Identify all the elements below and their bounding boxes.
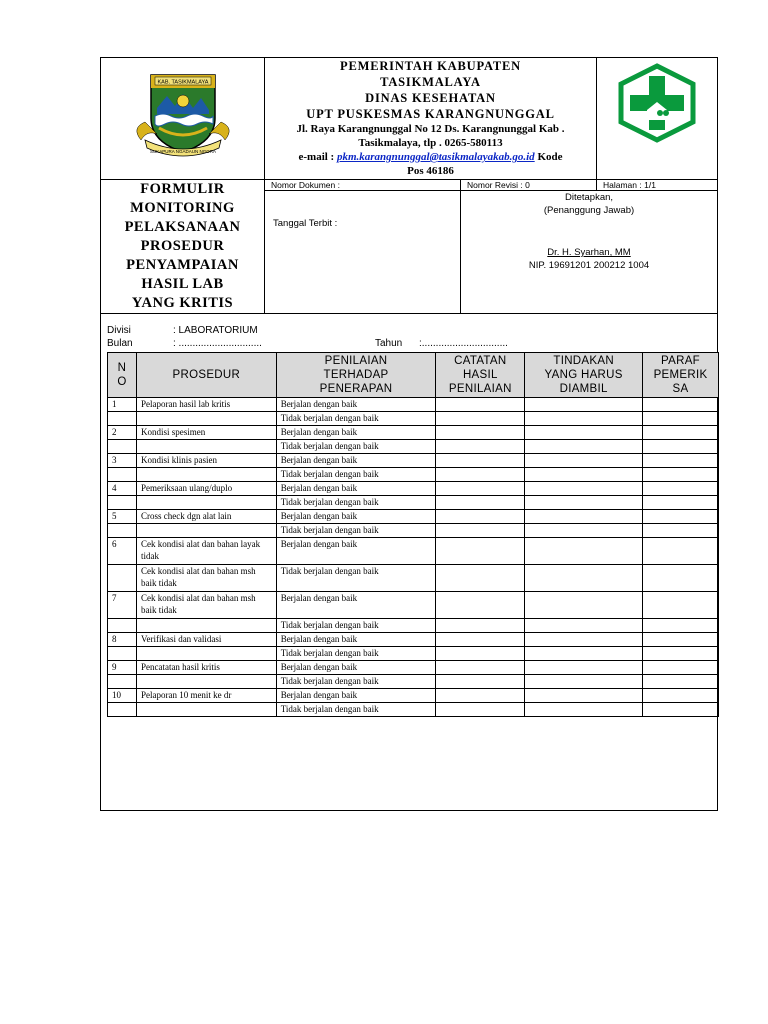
row-penilaian: Tidak berjalan dengan baik	[276, 565, 436, 592]
table-body	[108, 398, 719, 717]
row-catatan[interactable]	[436, 454, 525, 468]
row-tindakan[interactable]	[525, 661, 643, 675]
row-paraf[interactable]	[643, 426, 719, 440]
row-number: 4	[108, 482, 137, 496]
signer-name: Dr. H. Syarhan, MM	[547, 247, 631, 258]
row-paraf[interactable]	[643, 661, 719, 675]
title-line-4: PROSEDUR	[140, 238, 225, 254]
row-number	[108, 496, 137, 510]
email-line	[265, 150, 596, 164]
postal-label: Kode	[537, 151, 563, 163]
row-catatan[interactable]	[436, 647, 525, 661]
row-prosedur: Pelaporan hasil lab kritis	[136, 398, 276, 412]
row-penilaian: Tidak berjalan dengan baik	[276, 703, 436, 717]
table-row	[108, 454, 719, 468]
row-prosedur: Kondisi spesimen	[136, 426, 276, 440]
row-catatan[interactable]	[436, 412, 525, 426]
title-line-2: MONITORING	[130, 200, 235, 216]
row-paraf[interactable]	[643, 592, 719, 619]
row-penilaian: Tidak berjalan dengan baik	[276, 440, 436, 454]
row-penilaian: Tidak berjalan dengan baik	[276, 524, 436, 538]
row-tindakan[interactable]	[525, 440, 643, 454]
row-paraf[interactable]	[643, 496, 719, 510]
page-number: Halaman : 1/1	[597, 180, 717, 191]
row-paraf[interactable]	[643, 412, 719, 426]
row-tindakan[interactable]	[525, 510, 643, 524]
col-header-penilaian: PENILAIAN TERHADAP PENERAPAN	[276, 353, 436, 398]
row-catatan[interactable]	[436, 619, 525, 633]
row-prosedur: Pencatatan hasil kritis	[136, 661, 276, 675]
row-paraf[interactable]	[643, 440, 719, 454]
row-penilaian: Tidak berjalan dengan baik	[276, 468, 436, 482]
row-tindakan[interactable]	[525, 592, 643, 619]
row-number: 6	[108, 538, 137, 565]
row-paraf[interactable]	[643, 619, 719, 633]
table-row	[108, 510, 719, 524]
row-paraf[interactable]	[643, 468, 719, 482]
row-catatan[interactable]	[436, 565, 525, 592]
row-penilaian: Berjalan dengan baik	[276, 398, 436, 412]
row-tindakan[interactable]	[525, 482, 643, 496]
row-penilaian: Tidak berjalan dengan baik	[276, 675, 436, 689]
signer-nip: NIP. 19691201 200212 1004	[528, 260, 650, 271]
row-prosedur	[136, 440, 276, 454]
row-catatan[interactable]	[436, 524, 525, 538]
row-paraf[interactable]	[643, 565, 719, 592]
document-number: Nomor Dokumen :	[265, 180, 461, 191]
table-row	[108, 524, 719, 538]
row-penilaian: Tidak berjalan dengan baik	[276, 412, 436, 426]
row-penilaian: Berjalan dengan baik	[276, 482, 436, 496]
row-prosedur	[136, 675, 276, 689]
issue-date: Tanggal Terbit :	[265, 191, 461, 313]
row-tindakan[interactable]	[525, 496, 643, 510]
row-tindakan[interactable]	[525, 412, 643, 426]
table-row	[108, 468, 719, 482]
row-paraf[interactable]	[643, 398, 719, 412]
row-prosedur: Cek kondisi alat dan bahan msh baik tidak	[136, 592, 276, 619]
logo-top-text: KAB. TASIKMALAYA	[157, 79, 209, 86]
tahun-value: :...............................	[419, 338, 508, 349]
bulan-label: Bulan	[107, 338, 133, 349]
row-penilaian: Tidak berjalan dengan baik	[276, 647, 436, 661]
tahun-label: Tahun	[375, 338, 403, 349]
title-line-3: PELAKSANAAN	[124, 219, 241, 235]
row-paraf[interactable]	[643, 703, 719, 717]
col-header-paraf: PARAF PEMERIK SA	[643, 353, 719, 398]
row-prosedur	[136, 412, 276, 426]
title-line-6: HASIL LAB	[141, 276, 224, 292]
table-row	[108, 675, 719, 689]
org-line-2: TASIKMALAYA	[380, 75, 481, 89]
row-number: 1	[108, 398, 137, 412]
table-row	[108, 412, 719, 426]
col-header-tindakan: TINDAKAN YANG HARUS DIAMBIL	[525, 353, 643, 398]
row-tindakan[interactable]	[525, 468, 643, 482]
org-line-4: UPT PUSKESMAS KARANGNUNGGAL	[306, 107, 555, 121]
row-number: 5	[108, 510, 137, 524]
row-penilaian: Berjalan dengan baik	[276, 454, 436, 468]
row-penilaian: Berjalan dengan baik	[276, 538, 436, 565]
row-number: 8	[108, 633, 137, 647]
logo-ribbon-text: SUKAPURA NGADAUN NGORA	[149, 149, 217, 154]
organization-block	[265, 58, 597, 180]
row-penilaian: Tidak berjalan dengan baik	[276, 496, 436, 510]
col-header-prosedur: PROSEDUR	[136, 353, 276, 398]
row-tindakan[interactable]	[525, 633, 643, 647]
org-line-3: DINAS KESEHATAN	[365, 91, 496, 105]
email-link[interactable]: pkm.karangnunggal@tasikmalayakab.go.id	[336, 151, 535, 163]
row-tindakan[interactable]	[525, 647, 643, 661]
row-paraf[interactable]	[643, 524, 719, 538]
row-prosedur: Verifikasi dan validasi	[136, 633, 276, 647]
row-catatan[interactable]	[436, 675, 525, 689]
row-penilaian: Berjalan dengan baik	[276, 633, 436, 647]
row-catatan[interactable]	[436, 661, 525, 675]
table-row	[108, 592, 719, 619]
row-prosedur	[136, 524, 276, 538]
row-prosedur: Cross check dgn alat lain	[136, 510, 276, 524]
approval-label: Ditetapkan,	[564, 192, 614, 203]
row-prosedur: Cek kondisi alat dan bahan layak tidak	[136, 538, 276, 565]
regency-emblem-icon	[101, 58, 265, 180]
row-number	[108, 619, 137, 633]
table-row	[108, 565, 719, 592]
row-catatan[interactable]	[436, 703, 525, 717]
row-paraf[interactable]	[643, 675, 719, 689]
form-title	[101, 180, 265, 313]
row-number: 10	[108, 689, 137, 703]
row-catatan[interactable]	[436, 510, 525, 524]
form-header	[101, 58, 717, 313]
puskesmas-logo	[597, 58, 717, 180]
row-number	[108, 675, 137, 689]
row-prosedur	[136, 647, 276, 661]
title-line-7: YANG KRITIS	[131, 295, 234, 311]
title-line-1: FORMULIR	[140, 181, 225, 197]
row-tindakan[interactable]	[525, 426, 643, 440]
row-number	[108, 468, 137, 482]
row-prosedur	[136, 468, 276, 482]
email-label: e-mail :	[298, 151, 335, 163]
row-prosedur	[136, 496, 276, 510]
row-tindakan[interactable]	[525, 675, 643, 689]
table-row	[108, 703, 719, 717]
approval-block	[461, 191, 717, 313]
table-row	[108, 440, 719, 454]
row-number	[108, 703, 137, 717]
row-tindakan[interactable]	[525, 565, 643, 592]
table-header-row	[108, 353, 719, 398]
row-catatan[interactable]	[436, 482, 525, 496]
row-prosedur: Kondisi klinis pasien	[136, 454, 276, 468]
form-meta	[107, 324, 508, 350]
table-row	[108, 398, 719, 412]
row-catatan[interactable]	[436, 496, 525, 510]
row-tindakan[interactable]	[525, 619, 643, 633]
col-header-catatan: CATATAN HASIL PENILAIAN	[436, 353, 525, 398]
row-tindakan[interactable]	[525, 454, 643, 468]
row-paraf[interactable]	[643, 510, 719, 524]
row-paraf[interactable]	[643, 633, 719, 647]
row-number	[108, 412, 137, 426]
table-row	[108, 482, 719, 496]
row-paraf[interactable]	[643, 538, 719, 565]
col-header-no: N O	[108, 353, 137, 398]
row-paraf[interactable]	[643, 689, 719, 703]
row-catatan[interactable]	[436, 538, 525, 565]
form-page	[100, 57, 718, 811]
table-row	[108, 619, 719, 633]
row-number: 2	[108, 426, 137, 440]
responsible-label: (Penanggung Jawab)	[543, 205, 635, 216]
row-penilaian: Berjalan dengan baik	[276, 426, 436, 440]
table-row	[108, 496, 719, 510]
row-tindakan[interactable]	[525, 398, 643, 412]
row-number	[108, 524, 137, 538]
row-tindakan[interactable]	[525, 538, 643, 565]
row-prosedur	[136, 619, 276, 633]
row-catatan[interactable]	[436, 468, 525, 482]
table-row	[108, 538, 719, 565]
table-row	[108, 647, 719, 661]
row-tindakan[interactable]	[525, 703, 643, 717]
row-catatan[interactable]	[436, 592, 525, 619]
row-prosedur: Pemeriksaan ulang/duplo	[136, 482, 276, 496]
row-prosedur: Cek kondisi alat dan bahan msh baik tidak	[136, 565, 276, 592]
row-catatan[interactable]	[436, 689, 525, 703]
row-number: 3	[108, 454, 137, 468]
row-prosedur	[136, 703, 276, 717]
row-catatan[interactable]	[436, 440, 525, 454]
header-divider	[101, 313, 717, 314]
divisi-value: : LABORATORIUM	[173, 325, 258, 336]
row-penilaian: Berjalan dengan baik	[276, 689, 436, 703]
row-penilaian: Berjalan dengan baik	[276, 510, 436, 524]
row-number: 9	[108, 661, 137, 675]
table-row	[108, 689, 719, 703]
address-line-1: Jl. Raya Karangnunggal No 12 Ds. Karangnunggal Kab .	[296, 123, 565, 135]
divisi-label: Divisi	[107, 325, 131, 336]
row-number	[108, 565, 137, 592]
row-catatan[interactable]	[436, 398, 525, 412]
row-catatan[interactable]	[436, 633, 525, 647]
table-row	[108, 633, 719, 647]
address-line-2: Tasikmalaya, tlp . 0265-580113	[358, 137, 503, 149]
row-paraf[interactable]	[643, 454, 719, 468]
regency-logo	[101, 58, 265, 180]
row-tindakan[interactable]	[525, 689, 643, 703]
row-penilaian: Tidak berjalan dengan baik	[276, 619, 436, 633]
row-paraf[interactable]	[643, 647, 719, 661]
row-number	[108, 647, 137, 661]
revision-number: Nomor Revisi : 0	[461, 180, 597, 191]
bulan-value: : ..............................	[173, 338, 262, 349]
title-line-5: PENYAMPAIAN	[126, 257, 239, 273]
row-catatan[interactable]	[436, 426, 525, 440]
row-penilaian: Berjalan dengan baik	[276, 592, 436, 619]
postal-line: Pos 46186	[407, 165, 454, 177]
health-cross-icon	[597, 58, 717, 180]
row-number	[108, 440, 137, 454]
row-prosedur: Pelaporan 10 menit ke dr	[136, 689, 276, 703]
row-paraf[interactable]	[643, 482, 719, 496]
monitoring-table	[107, 352, 719, 717]
row-penilaian: Berjalan dengan baik	[276, 661, 436, 675]
table-row	[108, 426, 719, 440]
table-row	[108, 661, 719, 675]
row-tindakan[interactable]	[525, 524, 643, 538]
org-line-1: PEMERINTAH KABUPATEN	[340, 59, 521, 73]
row-number: 7	[108, 592, 137, 619]
